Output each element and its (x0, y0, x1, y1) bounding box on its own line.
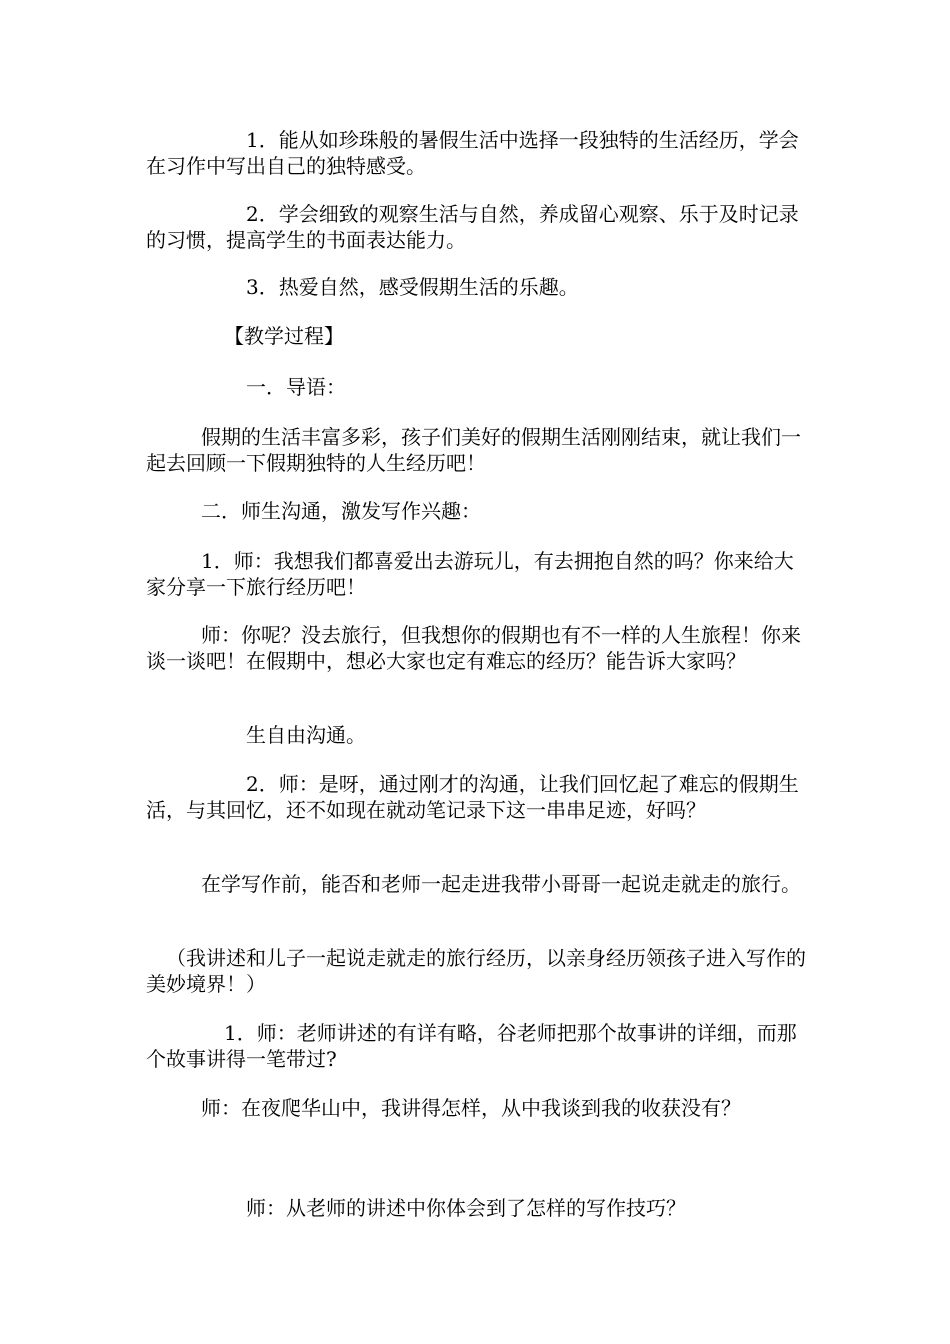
student-discussion: 生自由沟通。 (246, 723, 366, 747)
objective-1-paragraph: 1．能从如珍珠般的暑假生活中选择一段独特的生活经历，学会在习作中写出自己的独特感受。 (146, 128, 799, 178)
teacher-story-note: （我讲述和儿子一起说走就走的旅行经历，以亲身经历领孩子进入写作的美妙境界！） (146, 946, 806, 996)
objective-2-paragraph: 2．学会细致的观察生活与自然，养成留心观察、乐于及时记录的习惯，提高学生的书面表达能力。 (146, 202, 799, 252)
teacher-question-2: 师：你呢？没去旅行，但我想你的假期也有不一样的人生旅程！你来谈一谈吧！在假期中，想必大家也定有难忘的经历？能告诉大家吗？ (146, 623, 801, 673)
teacher-question-3: 1．师：老师讲述的有详有略，谷老师把那个故事讲的详细，而那个故事讲得一笔带过? (146, 1021, 797, 1071)
intro-paragraph: 假期的生活丰富多彩，孩子们美好的假期生活刚刚结束，就让我们一起去回顾一下假期独特的人生经历吧！ (146, 425, 801, 475)
teacher-prompt-2: 2．师：是呀，通过刚才的沟通，让我们回忆起了难忘的假期生活，与其回忆，还不如现在就动笔记录下这一串串足迹，好吗？ (146, 772, 799, 822)
step-2-heading: 二．师生沟通，激发写作兴趣： (201, 499, 481, 523)
teacher-question-1: 1．师：我想我们都喜爱出去游玩儿，有去拥抱自然的吗？你来给大家分享一下旅行经历吧！ (146, 549, 794, 599)
teacher-question-5: 师：从老师的讲述中你体会到了怎样的写作技巧？ (246, 1196, 686, 1220)
teacher-question-4: 师：在夜爬华山中，我讲得怎样，从中我谈到我的收获没有？ (201, 1096, 741, 1120)
pre-writing-paragraph: 在学写作前，能否和老师一起走进我带小哥哥一起说走就走的旅行。 (201, 872, 801, 896)
section-heading-teaching-process: 【教学过程】 (224, 324, 344, 348)
objective-3-paragraph: 3．热爱自然，感受假期生活的乐趣。 (246, 275, 579, 299)
step-1-heading: 一．导语： (246, 375, 346, 399)
